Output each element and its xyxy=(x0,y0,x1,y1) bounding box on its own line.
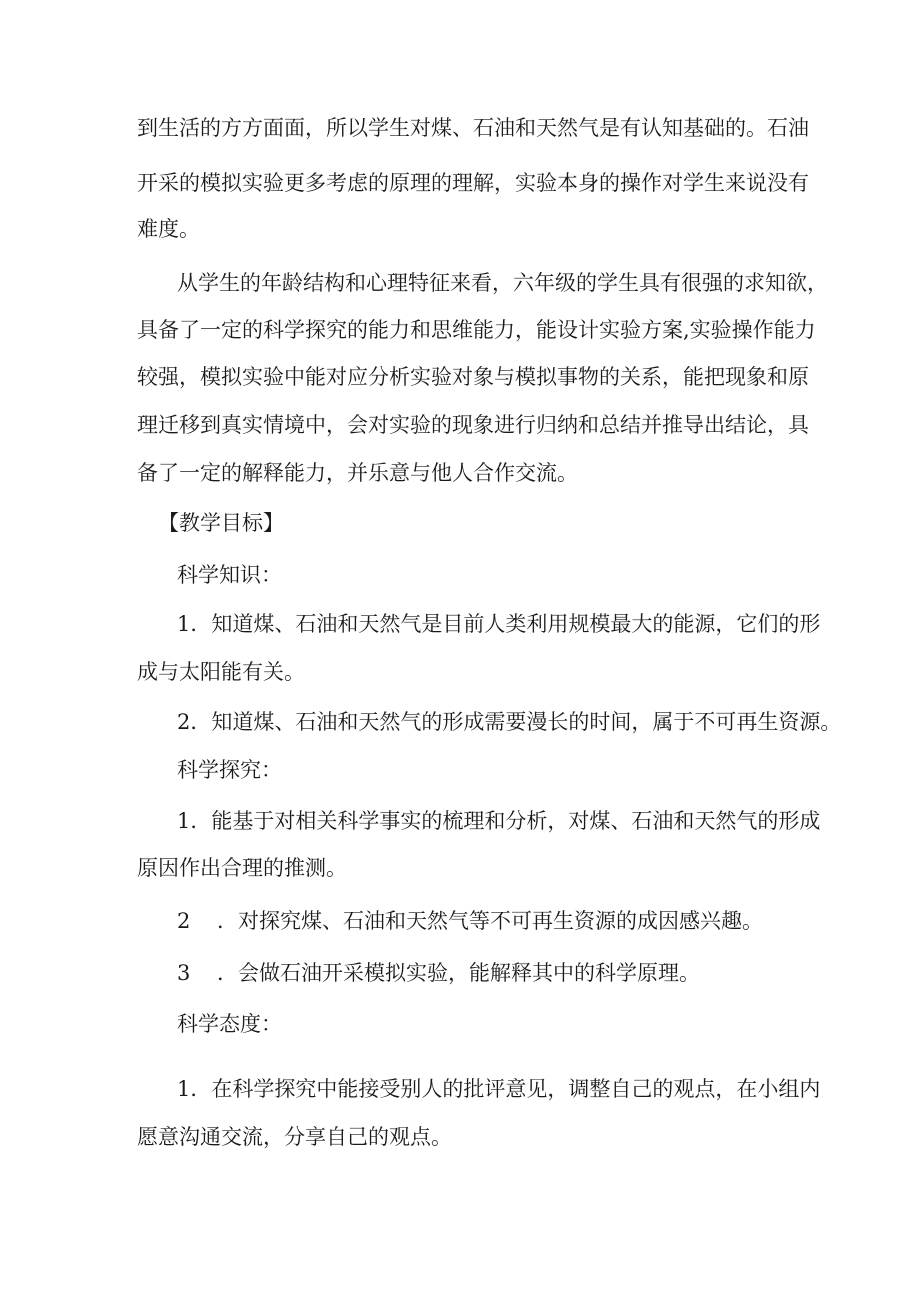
inquiry-item-2 xyxy=(177,906,797,936)
heading-science-knowledge: 科学知识： xyxy=(177,563,282,587)
inquiry-item-3 xyxy=(177,958,797,988)
inquiry-item-3-number: 3 xyxy=(177,961,191,985)
para2-line-1: 从学生的年龄结构和心理特征来看，六年级的学生具有很强的求知欲， xyxy=(177,271,828,295)
para1-line-2: 开采的模拟实验更多考虑的原理的理解，实验本身的操作对学生来说没有 xyxy=(137,171,809,195)
knowledge-item-1-line-1: 1．知道煤、石油和天然气是目前人类利用规模最大的能源，它们的形 xyxy=(177,612,821,636)
para1-line-1: 到生活的方方面面，所以学生对煤、石油和天然气是有认知基础的。石油 xyxy=(137,116,809,140)
knowledge-item-2: 2．知道煤、石油和天然气的形成需要漫长的时间，属于不可再生资源。 xyxy=(177,710,842,734)
para2-line-4: 理迁移到真实情境中，会对实验的现象进行归纳和总结并推导出结论，具 xyxy=(137,413,809,437)
inquiry-item-1-line-1: 1．能基于对相关科学事实的梳理和分析，对煤、石油和天然气的形成 xyxy=(177,809,821,833)
para2-line-5: 备了一定的解释能力，并乐意与他人合作交流。 xyxy=(137,461,578,485)
knowledge-item-1-line-2: 成与太阳能有关。 xyxy=(137,660,305,684)
inquiry-item-2-text: ．对探究煤、石油和天然气等不可再生资源的成因感兴趣。 xyxy=(217,909,763,933)
para2-line-3: 较强，模拟实验中能对应分析实验对象与模拟事物的关系，能把现象和原 xyxy=(137,365,809,389)
heading-science-inquiry: 科学探究： xyxy=(177,758,282,782)
para2-line-2: 具备了一定的科学探究的能力和思维能力，能设计实验方案,实验操作能力 xyxy=(137,318,816,342)
para1-line-3: 难度。 xyxy=(137,217,200,241)
inquiry-item-2-number: 2 xyxy=(177,909,191,933)
inquiry-item-1-line-2: 原因作出合理的推测。 xyxy=(137,856,347,880)
attitude-item-1-line-2: 愿意沟通交流，分享自己的观点。 xyxy=(137,1125,452,1149)
heading-science-attitude: 科学态度： xyxy=(177,1012,282,1036)
inquiry-item-3-text: ．会做石油开采模拟实验，能解释其中的科学原理。 xyxy=(217,961,700,985)
section-heading-teaching-goals: 【教学目标】 xyxy=(158,511,284,535)
attitude-item-1-line-1: 1．在科学探究中能接受别人的批评意见，调整自己的观点，在小组内 xyxy=(177,1077,821,1101)
